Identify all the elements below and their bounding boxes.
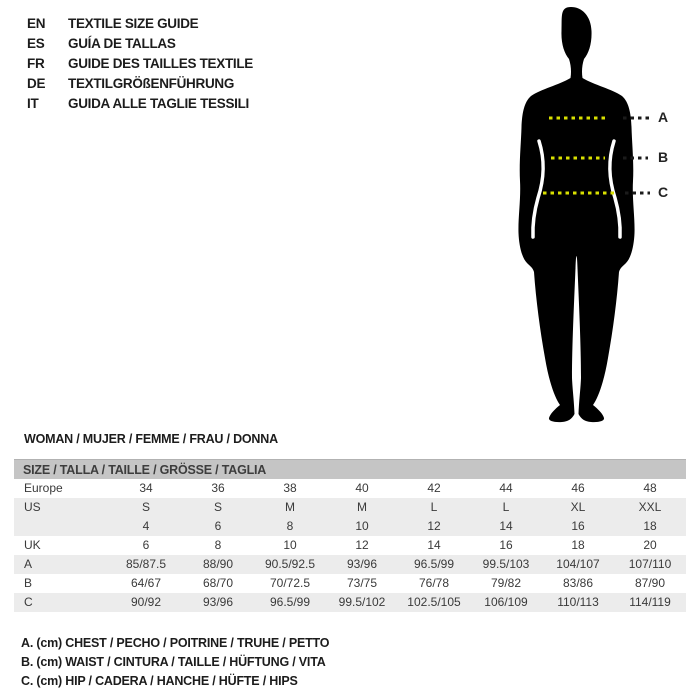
table-row <box>14 555 686 574</box>
marker-label-chest: A <box>658 109 669 125</box>
table-cell: 12 <box>427 519 441 533</box>
table-cell: 12 <box>355 538 369 552</box>
table-cell: 99.5/103 <box>482 557 530 571</box>
table-cell: 96.5/99 <box>269 595 311 609</box>
table-cell: XL <box>570 500 586 514</box>
table-cell: 70/72.5 <box>269 576 311 590</box>
marker-label-hip: C <box>658 184 669 200</box>
legend-item: B. (cm) WAIST / CINTURA / TAILLE / HÜFTUNG / VITA <box>21 655 326 669</box>
table-cell: 73/75 <box>346 576 378 590</box>
legend-item: C. (cm) HIP / CADERA / HANCHE / HÜFTE / HIPS <box>21 674 298 688</box>
table-cell: 110/113 <box>557 595 599 609</box>
table-cell: 96.5/99 <box>413 557 455 571</box>
row-label: Europe <box>24 481 63 495</box>
row-label: UK <box>24 538 41 552</box>
table-row <box>14 536 686 555</box>
table-cell: 79/82 <box>490 576 522 590</box>
table-cell: 6 <box>214 519 222 533</box>
legend-item: A. (cm) CHEST / PECHO / POITRINE / TRUHE / PETTO <box>21 636 330 650</box>
table-cell: 10 <box>355 519 369 533</box>
table-cell: 106/109 <box>484 595 528 609</box>
table-row <box>14 517 686 536</box>
table-cell: 76/78 <box>418 576 450 590</box>
guide-title-fr: GUIDE DES TAILLES TEXTILE <box>68 56 254 71</box>
table-cell: 87/90 <box>634 576 666 590</box>
language-code: IT <box>27 96 39 111</box>
table-cell: M <box>285 500 295 514</box>
table-cell: 46 <box>571 481 585 495</box>
guide-title-es: GUÍA DE TALLAS <box>68 36 176 51</box>
table-cell: 90.5/92.5 <box>264 557 316 571</box>
table-cell: 107/110 <box>628 557 672 571</box>
table-cell: 18 <box>643 519 657 533</box>
guide-title-de: TEXTILGRÖßENFÜHRUNG <box>68 76 235 91</box>
language-code: FR <box>27 56 45 71</box>
guide-title-it: GUIDA ALLE TAGLIE TESSILI <box>68 96 249 111</box>
guide-title-en: TEXTILE SIZE GUIDE <box>68 16 199 31</box>
table-cell: 36 <box>211 481 225 495</box>
table-cell: S <box>213 500 222 514</box>
table-cell: 34 <box>139 481 153 495</box>
table-cell: 68/70 <box>202 576 234 590</box>
row-label <box>14 517 110 536</box>
table-cell: 16 <box>571 519 585 533</box>
marker-label-waist: B <box>658 149 669 165</box>
table-cell: 16 <box>499 538 513 552</box>
table-cell: 64/67 <box>130 576 162 590</box>
table-cell: 8 <box>214 538 222 552</box>
row-label: C <box>24 595 33 609</box>
measurement-legend <box>21 634 329 691</box>
row-label: US <box>24 500 41 514</box>
table-cell: 83/86 <box>562 576 594 590</box>
table-cell: 44 <box>499 481 513 495</box>
table-cell: 104/107 <box>556 557 600 571</box>
row-label: A <box>24 557 33 571</box>
table-row <box>14 574 686 593</box>
size-table <box>14 459 686 612</box>
table-cell: 48 <box>643 481 657 495</box>
table-cell: 6 <box>142 538 150 552</box>
size-table-header: SIZE / TALLA / TAILLE / GRÖSSE / TAGLIA <box>14 459 686 479</box>
table-cell: XXL <box>638 500 662 514</box>
table-cell: 4 <box>142 519 150 533</box>
row-label: B <box>24 576 33 590</box>
table-cell: 114/119 <box>629 595 671 609</box>
table-cell: 93/96 <box>202 595 234 609</box>
table-row <box>14 479 686 498</box>
table-cell: L <box>430 500 438 514</box>
table-cell: S <box>141 500 150 514</box>
language-code: ES <box>27 36 45 51</box>
table-cell: 90/92 <box>130 595 162 609</box>
table-cell: 14 <box>499 519 513 533</box>
table-cell: 99.5/102 <box>338 595 386 609</box>
table-cell: 85/87.5 <box>125 557 167 571</box>
table-row <box>14 593 686 612</box>
table-cell: 38 <box>283 481 297 495</box>
table-cell: 8 <box>286 519 294 533</box>
table-title: WOMAN / MUJER / FEMME / FRAU / DONNA <box>24 432 278 446</box>
table-cell: 14 <box>427 538 441 552</box>
language-code: EN <box>27 16 46 31</box>
table-cell: M <box>357 500 367 514</box>
size-table-body <box>14 479 686 612</box>
language-code: DE <box>27 76 46 91</box>
table-cell: 40 <box>355 481 369 495</box>
table-cell: 18 <box>571 538 585 552</box>
table-cell: L <box>502 500 510 514</box>
table-cell: 102.5/105 <box>407 595 461 609</box>
table-cell: 42 <box>427 481 441 495</box>
table-cell: 20 <box>643 538 657 552</box>
table-cell: 10 <box>283 538 297 552</box>
table-cell: 93/96 <box>346 557 378 571</box>
table-cell: 88/90 <box>202 557 234 571</box>
table-row <box>14 498 686 517</box>
